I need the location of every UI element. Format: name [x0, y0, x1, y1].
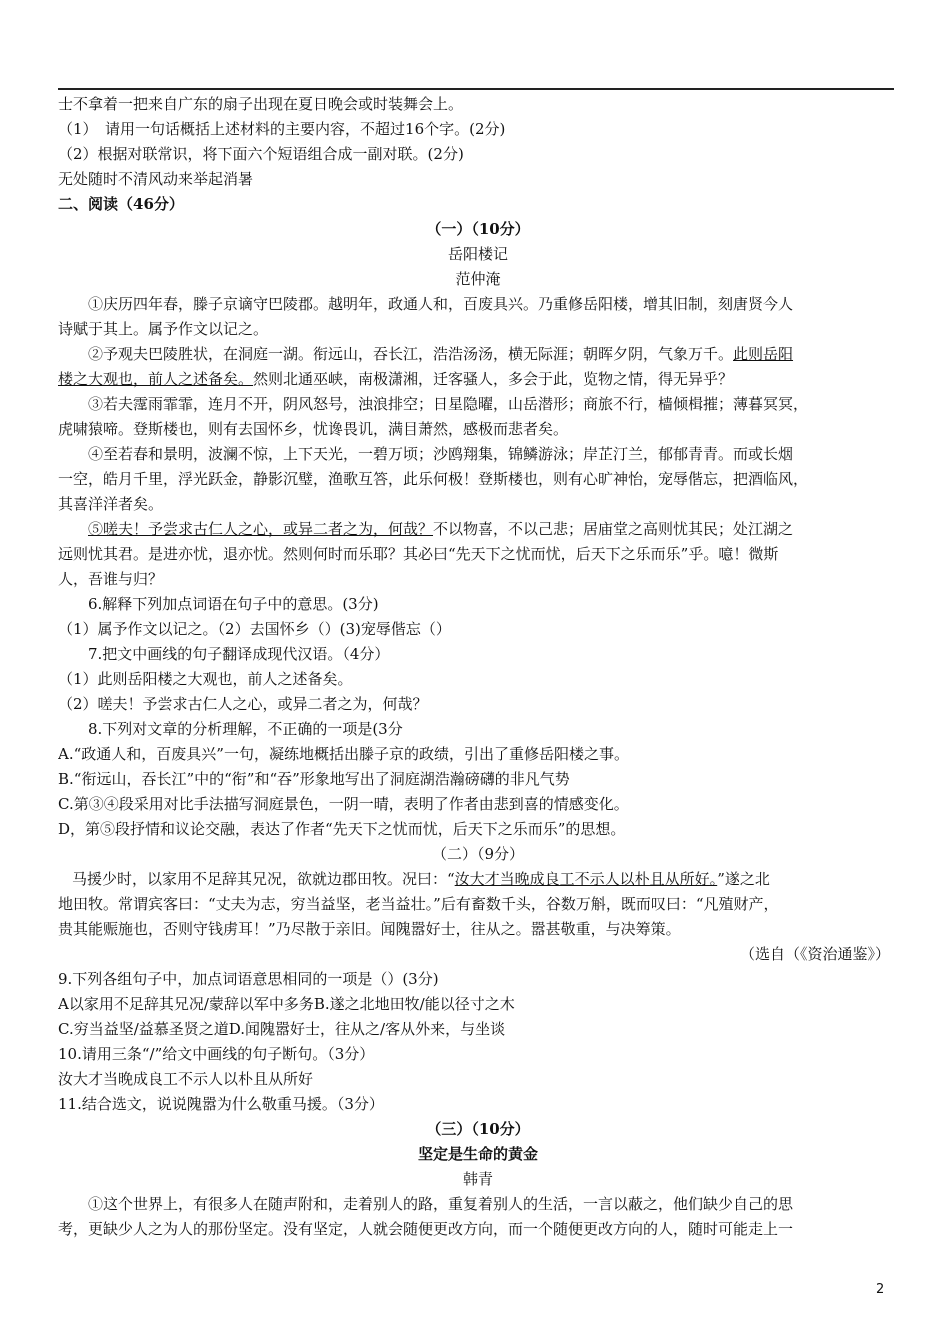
text-span: 不以物喜，不以己悲；居庙堂之高则忧其民；处江湖之: [433, 520, 794, 538]
paragraph-4-line: 一空，皓月千里，浮光跃金，静影沉璧，渔歌互答，此乐何极！登斯楼也，则有心旷神怡，宠辱偕忘，把酒临风，: [58, 470, 809, 488]
underlined-sentence: ⑤嗟夫！予尝求古仁人之心，或异二者之为，何哉？: [88, 520, 434, 538]
section-heading-reading: 二、阅读（46分）: [58, 195, 184, 213]
paragraph-4-line: ④至若春和景明，波澜不惊，上下天光，一碧万顷；沙鸥翔集，锦鳞游泳；岸芷汀兰，郁郁青青。而或长烟: [88, 445, 794, 463]
passage-2-line: 贵其能赈施也，否则守钱虏耳！”乃尽散于亲旧。闻隗嚣好士，往从之。嚣甚敬重，与决筹策。: [58, 920, 681, 938]
paragraph-1-line: 诗赋于其上。属予作文以记之。: [58, 320, 269, 338]
paragraph-5-line: 远则忧其君。是进亦忧，退亦忧。然则何时而乐耶？其必曰“先天下之忧而忧，后天下之乐而乐”乎。噫！微斯: [58, 545, 779, 563]
source-citation: （选自（《资治通鉴》）: [739, 945, 890, 963]
question-8-option-c: C.第③④段采用对比手法描写洞庭景色，一阴一晴，表明了作者由悲到喜的情感变化。: [58, 795, 629, 813]
paragraph-2-line: [58, 342, 898, 367]
question-8-option-d: D，第⑤段抒情和议论交融，表达了作者“先天下之忧而忧，后天下之乐而乐”的思想。: [58, 820, 626, 838]
question-9-options-ab: A以家用不足辞其兄况/蒙辞以军中多务B.遂之北地田牧/能以径寸之木: [58, 995, 515, 1013]
text-span: ②予观夫巴陵胜状，在洞庭一湖。衔远山，吞长江，浩浩汤汤，横无际涯；朝晖夕阴，气象万千。: [88, 345, 734, 363]
question-1: （1） 请用一句话概括上述材料的主要内容，不超过16个字。(2分): [58, 120, 506, 138]
passage-2-line: 地田牧。常谓宾客曰：“丈夫为志，穷当益坚，老当益壮。”后有畜数千头，谷数万斛，既而叹曰：“凡殖财产，: [58, 895, 779, 913]
question-9: 9.下列各组句子中，加点词语意思相同的一项是（）(3分): [58, 970, 439, 988]
question-7-item-1: （1）此则岳阳楼之大观也，前人之述备矣。: [58, 670, 353, 688]
part-1-heading: （一）（10分）: [426, 220, 530, 238]
paragraph-5-line: 人，吾谁与归？: [58, 570, 164, 588]
paragraph-5-line: [58, 517, 898, 542]
text-line: 士不拿着一把来自广东的扇子出现在夏日晚会或时装舞会上。: [58, 95, 464, 113]
paragraph-4-line: 其喜洋洋者矣。: [58, 495, 164, 513]
text-span: 马援少时，以家用不足辞其兄况，欲就边郡田牧。况曰：“: [72, 870, 455, 888]
question-11: 11.结合选文，说说隗嚣为什么敬重马援。（3分）: [58, 1095, 384, 1113]
question-8: 8.下列对文章的分析理解，不正确的一项是(3分: [88, 720, 403, 738]
part-2-heading: （二）（9分）: [431, 845, 525, 863]
question-7: 7.把文中画线的句子翻译成现代汉语。（4分）: [88, 645, 390, 663]
passage-3-line: ①这个世界上，有很多人在随声附和，走着别人的路，重复着别人的生活，一言以蔽之，他们缺少自己的思: [88, 1195, 794, 1213]
page-number: 2: [876, 1282, 885, 1297]
text-span: ”遂之北: [717, 870, 770, 888]
paragraph-2-line: [58, 367, 898, 392]
question-7-item-2: （2）嗟夫！予尝求古仁人之心，或异二者之为，何哉？: [58, 695, 428, 713]
question-10-sentence: 汝大才当晚成良工不示人以朴且从所好: [58, 1070, 314, 1088]
passage-3-line: 考，更缺少人之为人的那份坚定。没有坚定，人就会随便更改方向，而一个随便更改方向的人，随时可能走上一: [58, 1220, 794, 1238]
question-8-option-a: A.“政通人和，百废具兴”一句，凝练地概括出滕子京的政绩，引出了重修岳阳楼之事。: [58, 745, 629, 763]
underlined-sentence: 汝大才当晚成良工不示人以朴且从所好。: [454, 870, 718, 888]
paragraph-3-line: 虎啸猿啼。登斯楼也，则有去国怀乡，忧谗畏讥，满目萧然，感极而悲者矣。: [58, 420, 569, 438]
essay-3-author: 韩青: [462, 1170, 493, 1188]
phrase-list: 无处随时不清风动来举起消暑: [58, 170, 254, 188]
part-3-heading: （三）（10分）: [426, 1120, 530, 1138]
header-rule: [58, 88, 894, 90]
question-6: 6.解释下列加点词语在句子中的意思。(3分): [88, 595, 379, 613]
question-10: 10.请用三条“/”给文中画线的句子断句。（3分）: [58, 1045, 375, 1063]
question-8-option-b: B.“衔远山，吞长江”中的“衔”和“吞”形象地写出了洞庭湖浩瀚磅礴的非凡气势: [58, 770, 570, 788]
text-span: 然则北通巫峡，南极潇湘，迁客骚人，多会于此，览物之情，得无异乎？: [253, 370, 734, 388]
essay-title: 岳阳楼记: [447, 245, 508, 263]
passage-2-line: [58, 867, 898, 892]
question-2: （2）根据对联常识，将下面六个短语组合成一副对联。(2分): [58, 145, 464, 163]
paragraph-3-line: ③若夫霪雨霏霏，连月不开，阴风怒号，浊浪排空；日星隐曜，山岳潜形；商旅不行，樯倾楫摧；薄暮冥冥，: [88, 395, 809, 413]
paragraph-1-line: ①庆历四年春，滕子京谪守巴陵郡。越明年，政通人和，百废具兴。乃重修岳阳楼，增其旧制，刻唐贤今人: [88, 295, 794, 313]
essay-3-title: 坚定是生命的黄金: [417, 1145, 538, 1163]
document-body: [58, 92, 898, 1242]
underlined-sentence: 此则岳阳: [733, 345, 794, 363]
essay-author: 范仲淹: [455, 270, 501, 288]
question-6-items: （1）属予作文以记之。（2）去国怀乡（）(3)宠辱偕忘（）: [58, 620, 451, 638]
underlined-sentence: 楼之大观也，前人之述备矣。: [58, 370, 254, 388]
question-9-options-cd: C.穷当益坚/益慕圣贤之道D.闻隗嚣好士，往从之/客从外来，与坐谈: [58, 1020, 506, 1038]
